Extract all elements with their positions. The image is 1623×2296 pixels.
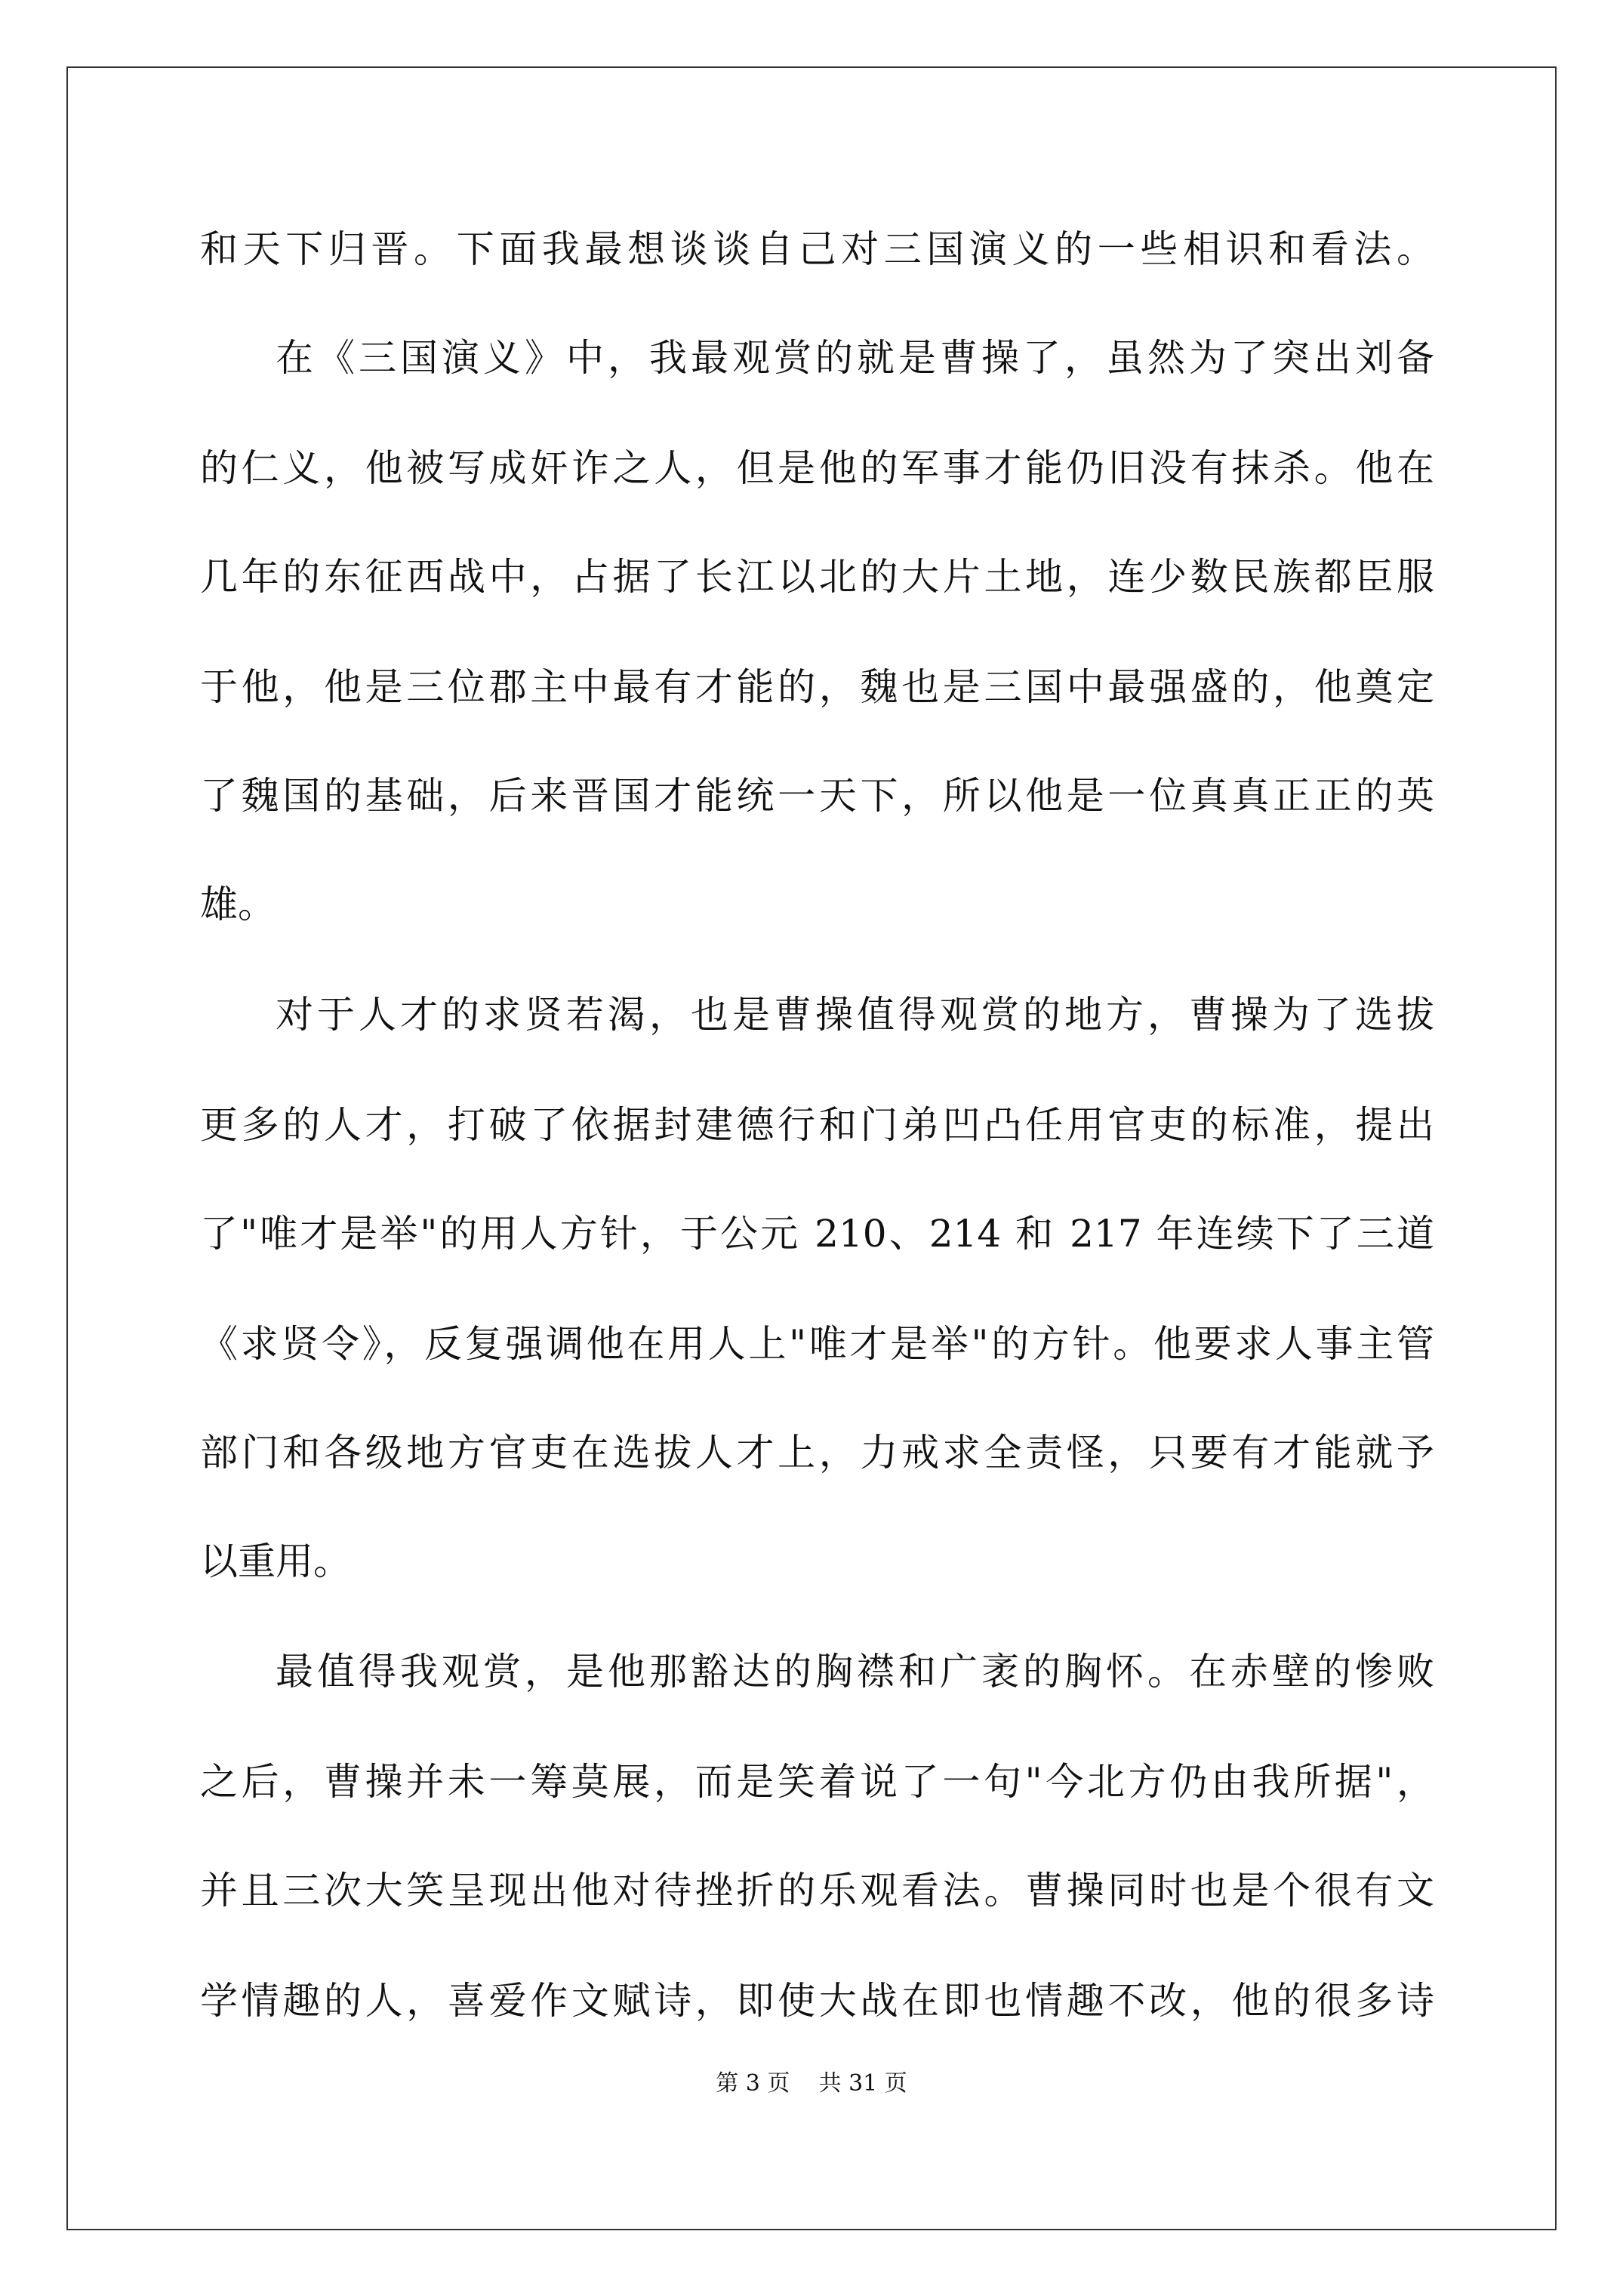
paragraph-first-line: 在《三国演义》中，我最观赏的就是曹操了，虽然为了突出刘备 (276, 336, 1434, 380)
paragraph-first-line: 对于人才的求贤若渴，也是曹操值得观赏的地方，曹操为了选拔 (276, 993, 1434, 1037)
text-line: 了魏国的基础，后来晋国才能统一天下，所以他是一位真真正正的英 (200, 774, 1434, 818)
text-line: 和天下归晋。下面我最想谈谈自己对三国演义的一些相识和看法。 (200, 227, 1434, 271)
text-line: 部门和各级地方官吏在选拔人才上，力戒求全责怪，只要有才能就予 (200, 1431, 1434, 1475)
text-line: 之后，曹操并未一筹莫展，而是笑着说了一句"今北方仍由我所据"， (200, 1760, 1434, 1804)
text-line: 于他，他是三位郡主中最有才能的，魏也是三国中最强盛的，他奠定 (200, 665, 1434, 709)
text-line: 并且三次大笑呈现出他对待挫折的乐观看法。曹操同时也是个很有文 (200, 1869, 1434, 1912)
page-total: 共 31 页 (818, 2070, 907, 2097)
text-line: 几年的东征西战中，占据了长江以北的大片土地，连少数民族都臣服 (200, 555, 1434, 599)
paragraph-first-line: 最值得我观赏，是他那豁达的胸襟和广袤的胸怀。在赤壁的惨败 (276, 1650, 1434, 1693)
page-footer (0, 2070, 1623, 2097)
text-line: 雄。 (200, 883, 276, 926)
text-line: 以重用。 (200, 1539, 351, 1583)
text-line: 《求贤令》，反复强调他在用人上"唯才是举"的方针。他要求人事主管 (200, 1322, 1434, 1366)
text-line: 更多的人才，打破了依据封建德行和门弟凹凸任用官吏的标准，提出 (200, 1103, 1434, 1147)
text-line: 学情趣的人，喜爱作文赋诗，即使大战在即也情趣不改，他的很多诗 (200, 1979, 1434, 2023)
text-line: 了"唯才是举"的用人方针，于公元 210、214 和 217 年连续下了三道 (200, 1212, 1434, 1256)
page-number: 第 3 页 (716, 2070, 790, 2097)
text-line: 的仁义，他被写成奸诈之人，但是他的军事才能仍旧没有抹杀。他在 (200, 446, 1434, 490)
